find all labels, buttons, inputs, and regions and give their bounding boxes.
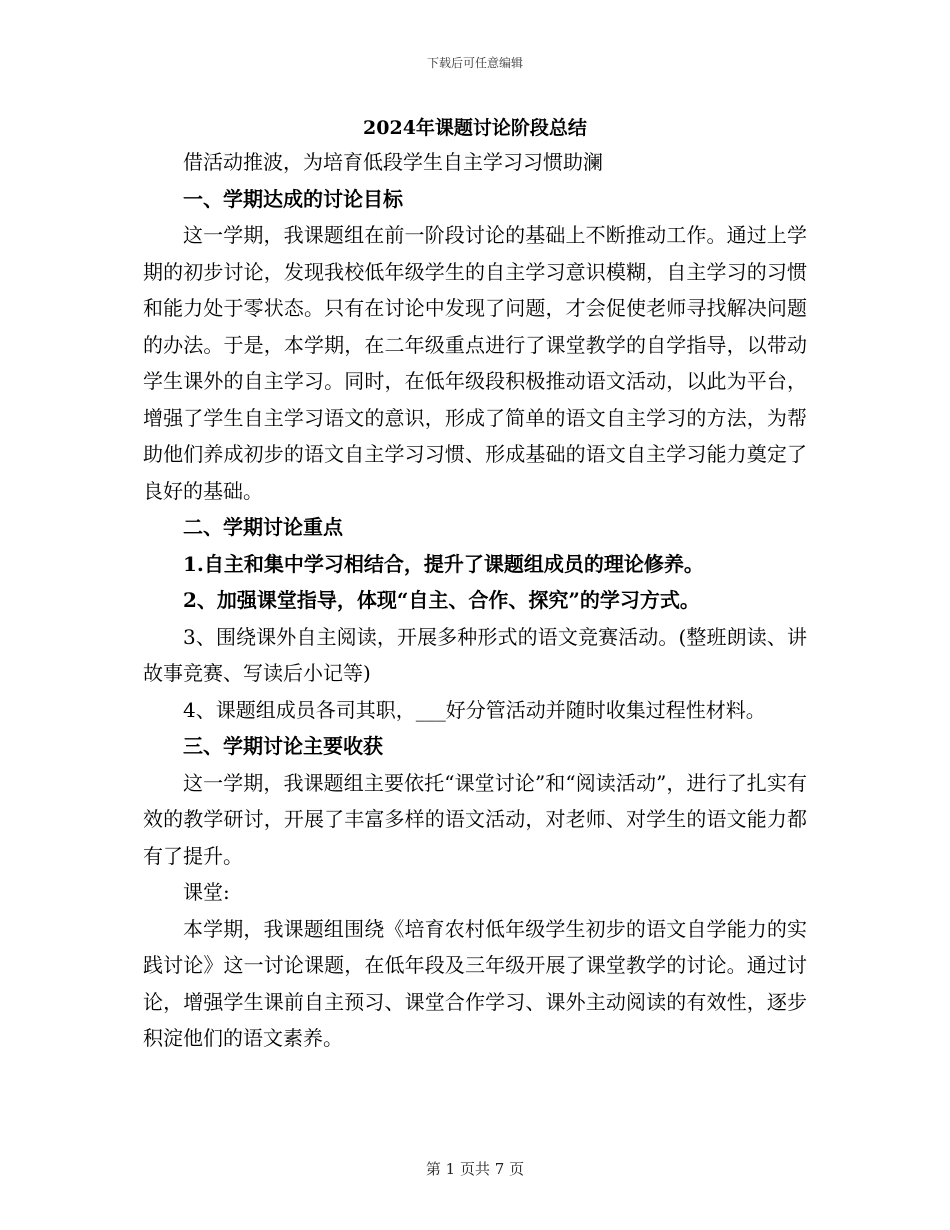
section2-item-2: 2、加强课堂指导，体现“自主、合作、探究”的学习方式。 [183,588,700,612]
section3-paragraph: 这一学期，我课题组主要依托“课堂讨论”和“阅读活动”，进行了扎实有效的教学研讨，开展了丰富多样的语文活动，对老师、对学生的语文能力都有了提升。 [143,770,807,868]
header-note: 下载后可任意编辑 [426,56,523,70]
section3-sub-paragraph: 本学期，我课题组围绕《培育农村低年级学生初步的语文自学能力的实践讨论》这一讨论课题，在低年段及三年级开展了课堂教学的讨论。通过讨论，增强学生课前自主预习、课堂合作学习、课外主动阅读的有效性，逐步积淀他们的语文素养。 [143,916,807,1050]
page-footer: 第 1 页共 7 页 [425,1160,525,1178]
section2-heading: 二、学期讨论重点 [183,515,343,539]
section2-item-1: 1.自主和集中学习相结合，提升了课题组成员的理论修养。 [183,551,704,576]
section1-heading: 一、学期达成的讨论目标 [183,186,403,211]
section3-heading: 三、学期讨论主要收获 [183,734,383,758]
section3-sub-heading: 课堂: [183,880,230,904]
document-subtitle: 借活动推波，为培育低段学生自主学习习惯助澜 [183,150,603,174]
section1-paragraph: 这一学期，我课题组在前一阶段讨论的基础上不断推动工作。通过上学期的初步讨论，发现我校低年级学生的自主学习意识模糊，自主学习的习惯和能力处于零状态。只有在讨论中发现了问题，才会促使老师寻找解决问题的办法。于是，本学期，在二年级重点进行了课堂教学的自学指导，以带动学生课外的自主学习。同时，在低年级段积极推动语文活动，以此为平台，增强了学生自主学习语文的意识，形成了简单的语文自主学习的方法，为帮助他们养成初步的语文自主学习习惯、形成基础的语文自主学习能力奠定了良好的基础。 [143,223,807,503]
document-title: 2024年课题讨论阶段总结 [363,117,587,139]
section2-item-3: 3、围绕课外自主阅读，开展多种形式的语文竞赛活动。(整班朗读、讲故事竞赛、写读后小记等) [143,624,807,685]
document-body [143,112,807,1057]
section2-item-4: 4、课题组成员各司其职，___好分管活动并随时收集过程性材料。 [183,697,766,722]
